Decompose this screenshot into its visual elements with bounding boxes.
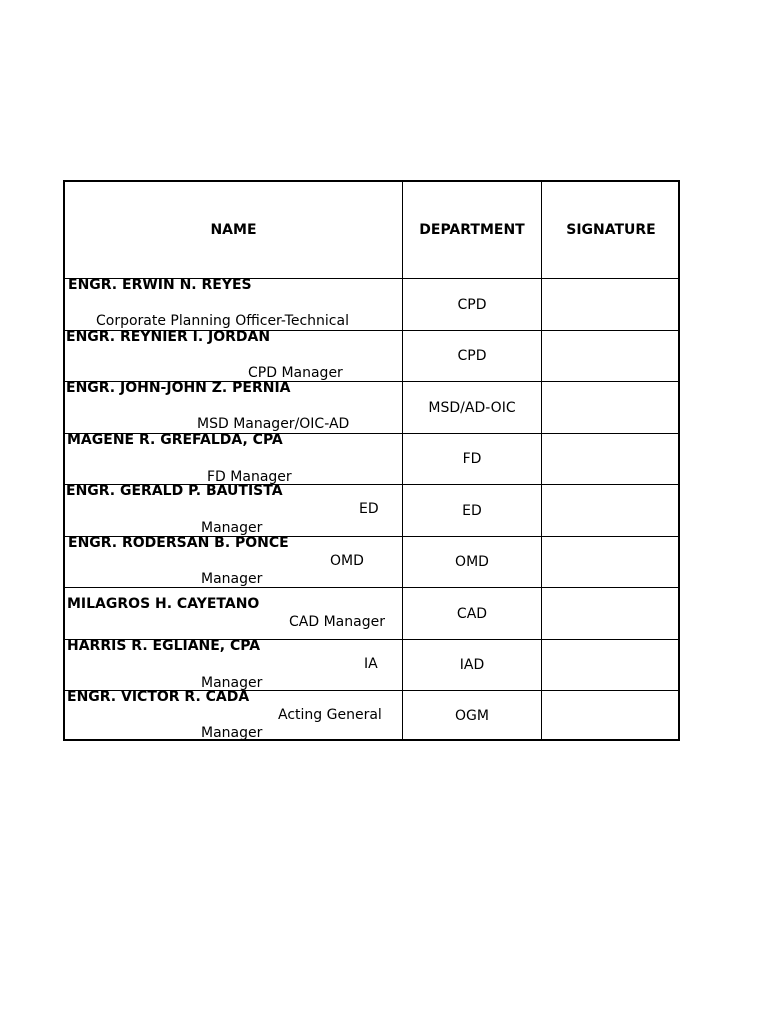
department-cell xyxy=(403,279,542,330)
department-value: CPD xyxy=(457,348,487,364)
name-cell xyxy=(65,434,403,484)
person-name: ENGR. JOHN-JOHN Z. PERNIA xyxy=(66,380,291,396)
table-row xyxy=(65,640,678,691)
header-name: NAME xyxy=(210,222,257,238)
person-name: ENGR. GERALD P. BAUTISTA xyxy=(66,483,283,499)
person-title: FD Manager xyxy=(207,469,292,485)
header-cell-signature xyxy=(542,182,680,278)
name-cell xyxy=(65,640,403,690)
name-cell xyxy=(65,691,403,741)
table-row xyxy=(65,588,678,640)
person-title-line2: Manager xyxy=(201,520,263,536)
signature-cell[interactable] xyxy=(542,588,680,639)
table-row xyxy=(65,485,678,537)
header-cell-department xyxy=(403,182,542,278)
person-name: ENGR. REYNIER I. JORDAN xyxy=(66,329,271,345)
department-cell xyxy=(403,382,542,433)
signature-cell[interactable] xyxy=(542,537,680,587)
person-title-line1: Acting General xyxy=(278,707,382,723)
table-row xyxy=(65,691,678,741)
signature-cell[interactable] xyxy=(542,279,680,330)
person-title-line1: IA xyxy=(364,656,378,672)
department-value: OGM xyxy=(455,708,489,724)
table-row xyxy=(65,279,678,331)
table-header-row xyxy=(65,182,678,279)
name-cell xyxy=(65,537,403,587)
department-cell xyxy=(403,691,542,741)
table-row xyxy=(65,331,678,382)
person-title: MSD Manager/OIC-AD xyxy=(197,416,350,432)
person-title-line2: Manager xyxy=(201,675,263,691)
table-row xyxy=(65,382,678,434)
header-cell-name xyxy=(65,182,403,278)
person-title-line2: Manager xyxy=(201,571,263,587)
table-row xyxy=(65,434,678,485)
table-row xyxy=(65,537,678,588)
department-value: OMD xyxy=(455,554,489,570)
person-name: HARRIS R. EGLIANE, CPA xyxy=(67,638,261,654)
signature-cell[interactable] xyxy=(542,331,680,381)
department-cell xyxy=(403,485,542,536)
person-title-line1: OMD xyxy=(330,553,364,569)
signature-cell[interactable] xyxy=(542,434,680,484)
person-title: CPD Manager xyxy=(248,365,343,381)
signature-cell[interactable] xyxy=(542,382,680,433)
signature-cell[interactable] xyxy=(542,691,680,741)
department-value: MSD/AD-OIC xyxy=(428,399,516,416)
department-value: IAD xyxy=(459,657,485,673)
person-name: ENGR. VICTOR R. CADA xyxy=(67,689,250,705)
person-name: ENGR. ERWIN N. REYES xyxy=(68,277,252,293)
person-title: CAD Manager xyxy=(289,614,385,630)
department-cell xyxy=(403,588,542,639)
signature-cell[interactable] xyxy=(542,485,680,536)
header-department: DEPARTMENT xyxy=(419,222,525,238)
person-title-line1: ED xyxy=(359,501,379,517)
name-cell xyxy=(65,382,403,433)
name-cell xyxy=(65,588,403,639)
department-value: CPD xyxy=(457,296,487,313)
attendance-table xyxy=(63,180,680,741)
department-value: FD xyxy=(462,451,482,467)
department-value: CAD xyxy=(456,605,488,622)
name-cell xyxy=(65,279,403,330)
signature-cell[interactable] xyxy=(542,640,680,690)
person-name: MILAGROS H. CAYETANO xyxy=(67,596,260,612)
department-cell xyxy=(403,434,542,484)
name-cell xyxy=(65,485,403,536)
department-cell xyxy=(403,331,542,381)
person-name: ENGR. RODERSAN B. PONCE xyxy=(68,535,289,551)
department-cell xyxy=(403,640,542,690)
department-cell xyxy=(403,537,542,587)
person-title-line2: Manager xyxy=(201,725,263,741)
person-name: MAGENE R. GREFALDA, CPA xyxy=(67,432,283,448)
department-value: ED xyxy=(462,502,482,519)
person-title: Corporate Planning Officer-Technical xyxy=(96,313,349,329)
header-signature: SIGNATURE xyxy=(566,222,656,238)
name-cell xyxy=(65,331,403,381)
